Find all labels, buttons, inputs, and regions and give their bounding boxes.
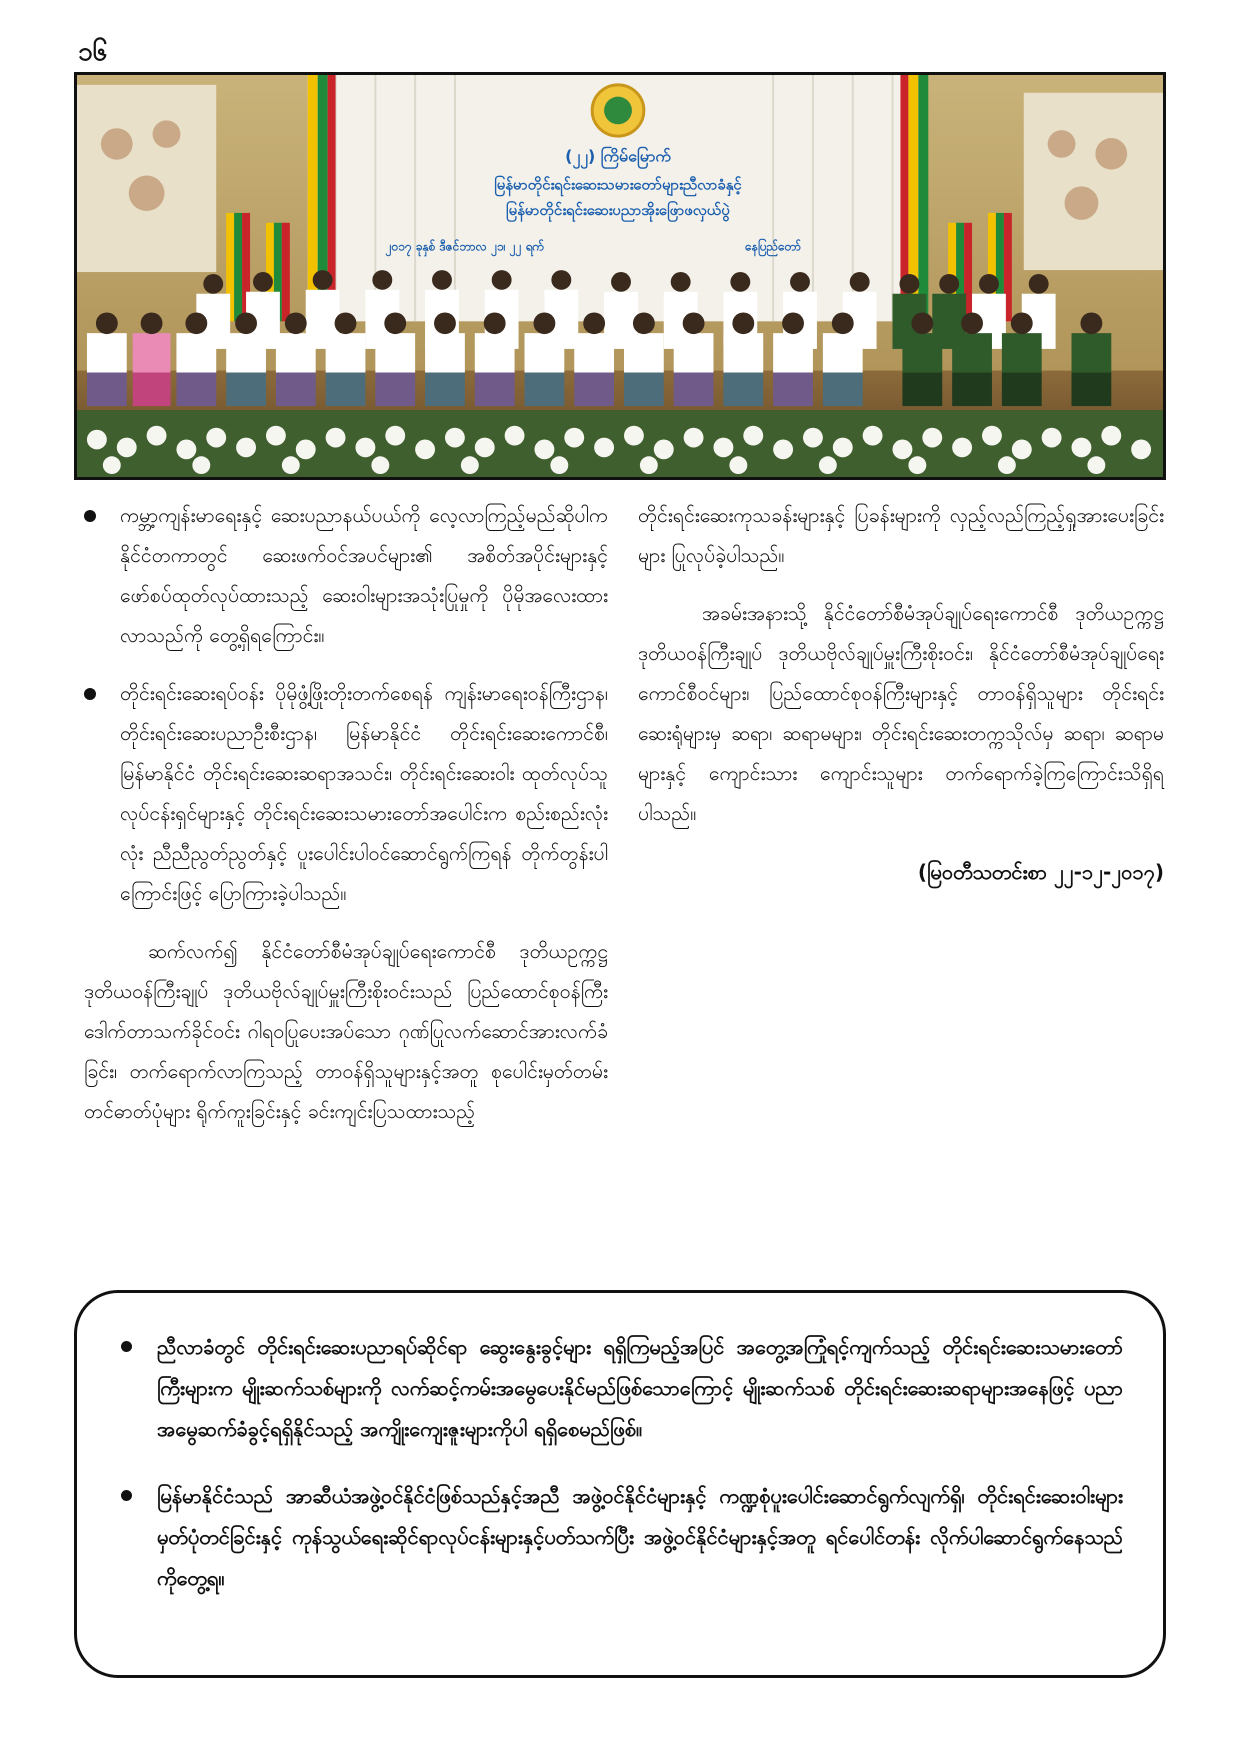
banner-line3: မြန်မာတိုင်းရင်းဆေးပညာအိုးဖြောဖလှယ်ပွဲ (506, 201, 730, 219)
bullet-dot-icon (121, 1490, 132, 1501)
left-column (84, 496, 608, 1150)
left-bullet-1 (84, 496, 608, 656)
source-citation: (မြဝတီသတင်းစာ ၂၂-၁၂-၂၀၁၇) (917, 860, 1164, 884)
group-photo (74, 72, 1166, 480)
summary-bullet-2-text: မြန်မာနိုင်ငံသည် အာဆီယံအဖွဲ့ဝင်နိုင်ငံဖြစ်သည်နှင့်အညီ အဖွဲ့ဝင်နိုင်ငံများနှင့် ကဏ္ဍစုံပူးပေါင်းဆောင်ရွက်လျက်ရှိ၊ တိုင်းရင်းဆေးဝါးများမှတ်ပုံတင်ခြင်းနှင့် ကုန်သွယ်ရေးဆိုင်ရာလုပ်ငန်းများနှင့်ပတ်သက်ပြီး အဖွဲ့ဝင်နိုင်ငံများနှင့်အတူ ရင်ပေါင်တန်း လိုက်ပါဆောင်ရွက်နေသည်ကိုတွေ့ရ။ (157, 1484, 1123, 1590)
summary-bullet-1-text: ညီလာခံတွင် တိုင်းရင်းဆေးပညာရပ်ဆိုင်ရာ ဆွေးနွေးခွင့်များ ရရှိကြမည့်အပြင် အတွေ့အကြုံရင့်ကျက်သည့် တိုင်းရင်းဆေးသမားတော်ကြီးများက မျိုးဆက်သစ်များကို လက်ဆင့်ကမ်းအမွေပေးနိုင်မည်ဖြစ်သောကြောင့် မျိုးဆက်သစ် တိုင်းရင်းဆေးဆရာများအနေဖြင့် ပညာအမွေဆက်ခံခွင့်ရရှိနိုင်သည့် အကျိုးကျေးဇူးများကိုပါ ရရှိစေမည်ဖြစ်။ (157, 1335, 1123, 1441)
summary-bullet-2 (121, 1476, 1123, 1599)
summary-box (74, 1290, 1166, 1678)
left-bullet-2 (84, 674, 608, 914)
left-bullet-2-text: တိုင်းရင်းဆေးရပ်ဝန်း ပိုမိုဖွံ့ဖြိုးတိုးတက်စေရန် ကျန်းမာရေးဝန်ကြီးဌာန၊ တိုင်းရင်းဆေးပညာဦးစီးဌာန၊ မြန်မာနိုင်ငံ တိုင်းရင်းဆေးကောင်စီ၊ မြန်မာနိုင်ငံ တိုင်းရင်းဆေးဆရာအသင်း၊ တိုင်းရင်းဆေးဝါး ထုတ်လုပ်သူလုပ်ငန်းရှင်များနှင့် တိုင်းရင်းဆေးသမားတော်အပေါင်းက စည်းစည်းလုံးလုံး ညီညီညွတ်ညွတ်နှင့် ပူးပေါင်းပါဝင်ဆောင်ရွက်ကြရန် တိုက်တွန်းပါကြောင်းဖြင့် ပြောကြားခဲ့ပါသည်။ (120, 682, 608, 905)
right-paragraph: အခမ်းအနားသို့ နိုင်ငံတော်စီမံအုပ်ချုပ်ရေးကောင်စီ ဒုတိယဥက္ကဋ္ဌ ဒုတိယဝန်ကြီးချုပ် ဒုတိယဗိုလ်ချုပ်မှူးကြီးစိုးဝင်း၊ နိုင်ငံတော်စီမံအုပ်ချုပ်ရေးကောင်စီဝင်များ၊ ပြည်ထောင်စုဝန်ကြီးများနှင့် တာဝန်ရှိသူများ တိုင်းရင်းဆေးရုံများမှ ဆရာ၊ ဆရာမများ၊ တိုင်းရင်းဆေးတက္ကသိုလ်မှ ဆရာ၊ ဆရာမများနှင့် ကျောင်းသား ကျောင်းသူများ တက်ရောက်ခဲ့ကြကြောင်းသိရှိရပါသည်။ (638, 602, 1164, 825)
group-photo-illustration (77, 75, 1163, 477)
right-continuation: တိုင်းရင်းဆေးကုသခန်းများနှင့် ပြခန်းများကို လှည့်လည်ကြည့်ရှုအားပေးခြင်းများ ပြုလုပ်ခဲ့ပါသည်။ (638, 504, 1164, 567)
banner-line1: (၂၂) ကြိမ်မြောက် (565, 146, 671, 166)
left-paragraph: ဆက်လက်၍ နိုင်ငံတော်စီမံအုပ်ချုပ်ရေးကောင်စီ ဒုတိယဥက္ကဋ္ဌ ဒုတိယဝန်ကြီးချုပ် ဒုတိယဗိုလ်ချုပ်မှူးကြီးစိုးဝင်းသည် ပြည်ထောင်စုဝန်ကြီး ဒေါက်တာသက်ခိုင်ဝင်း ဂါရဝပြုပေးအပ်သော ဂုဏ်ပြုလက်ဆောင်အားလက်ခံခြင်း၊ တက်ရောက်လာကြသည့် တာဝန်ရှိသူများနှင့်အတူ စုပေါင်းမှတ်တမ်းတင်ဓာတ်ပုံများ ရိုက်ကူးခြင်းနှင့် ခင်းကျင်းပြသထားသည့် (84, 940, 608, 1123)
right-column (638, 496, 1164, 892)
banner-place: နေပြည်တော် (745, 239, 802, 254)
banner-line2: မြန်မာတိုင်းရင်းဆေးသမားတော်များညီလာခံနှင့် (494, 176, 742, 194)
flower-arrangement (77, 410, 1163, 477)
page-number: ၁၆ (78, 37, 108, 67)
bullet-dot-icon (84, 510, 96, 522)
right-screen (1024, 93, 1163, 270)
left-bullet-1-text: ကမ္ဘာ့ကျန်းမာရေးနှင့် ဆေးပညာနယ်ပယ်ကို လေ့လာကြည့်မည်ဆိုပါက နိုင်ငံတကာတွင် ဆေးဖက်ဝင်အပင်များ၏ အစိတ်အပိုင်းများနှင့် ဖော်စပ်ထုတ်လုပ်ထားသည့် ဆေးဝါးများအသုံးပြုမှုကို ပိုမိုအလေးထားလာသည်ကို တွေ့ရှိရကြောင်း။ (120, 504, 608, 647)
bullet-dot-icon (121, 1341, 132, 1352)
summary-bullet-1 (121, 1327, 1123, 1450)
bullet-dot-icon (84, 688, 96, 700)
banner-date: ၂၀၁၇ ခုနှစ် ဒီဇင်ဘာလ ၂၁၊ ၂၂ ရက် (385, 239, 545, 254)
